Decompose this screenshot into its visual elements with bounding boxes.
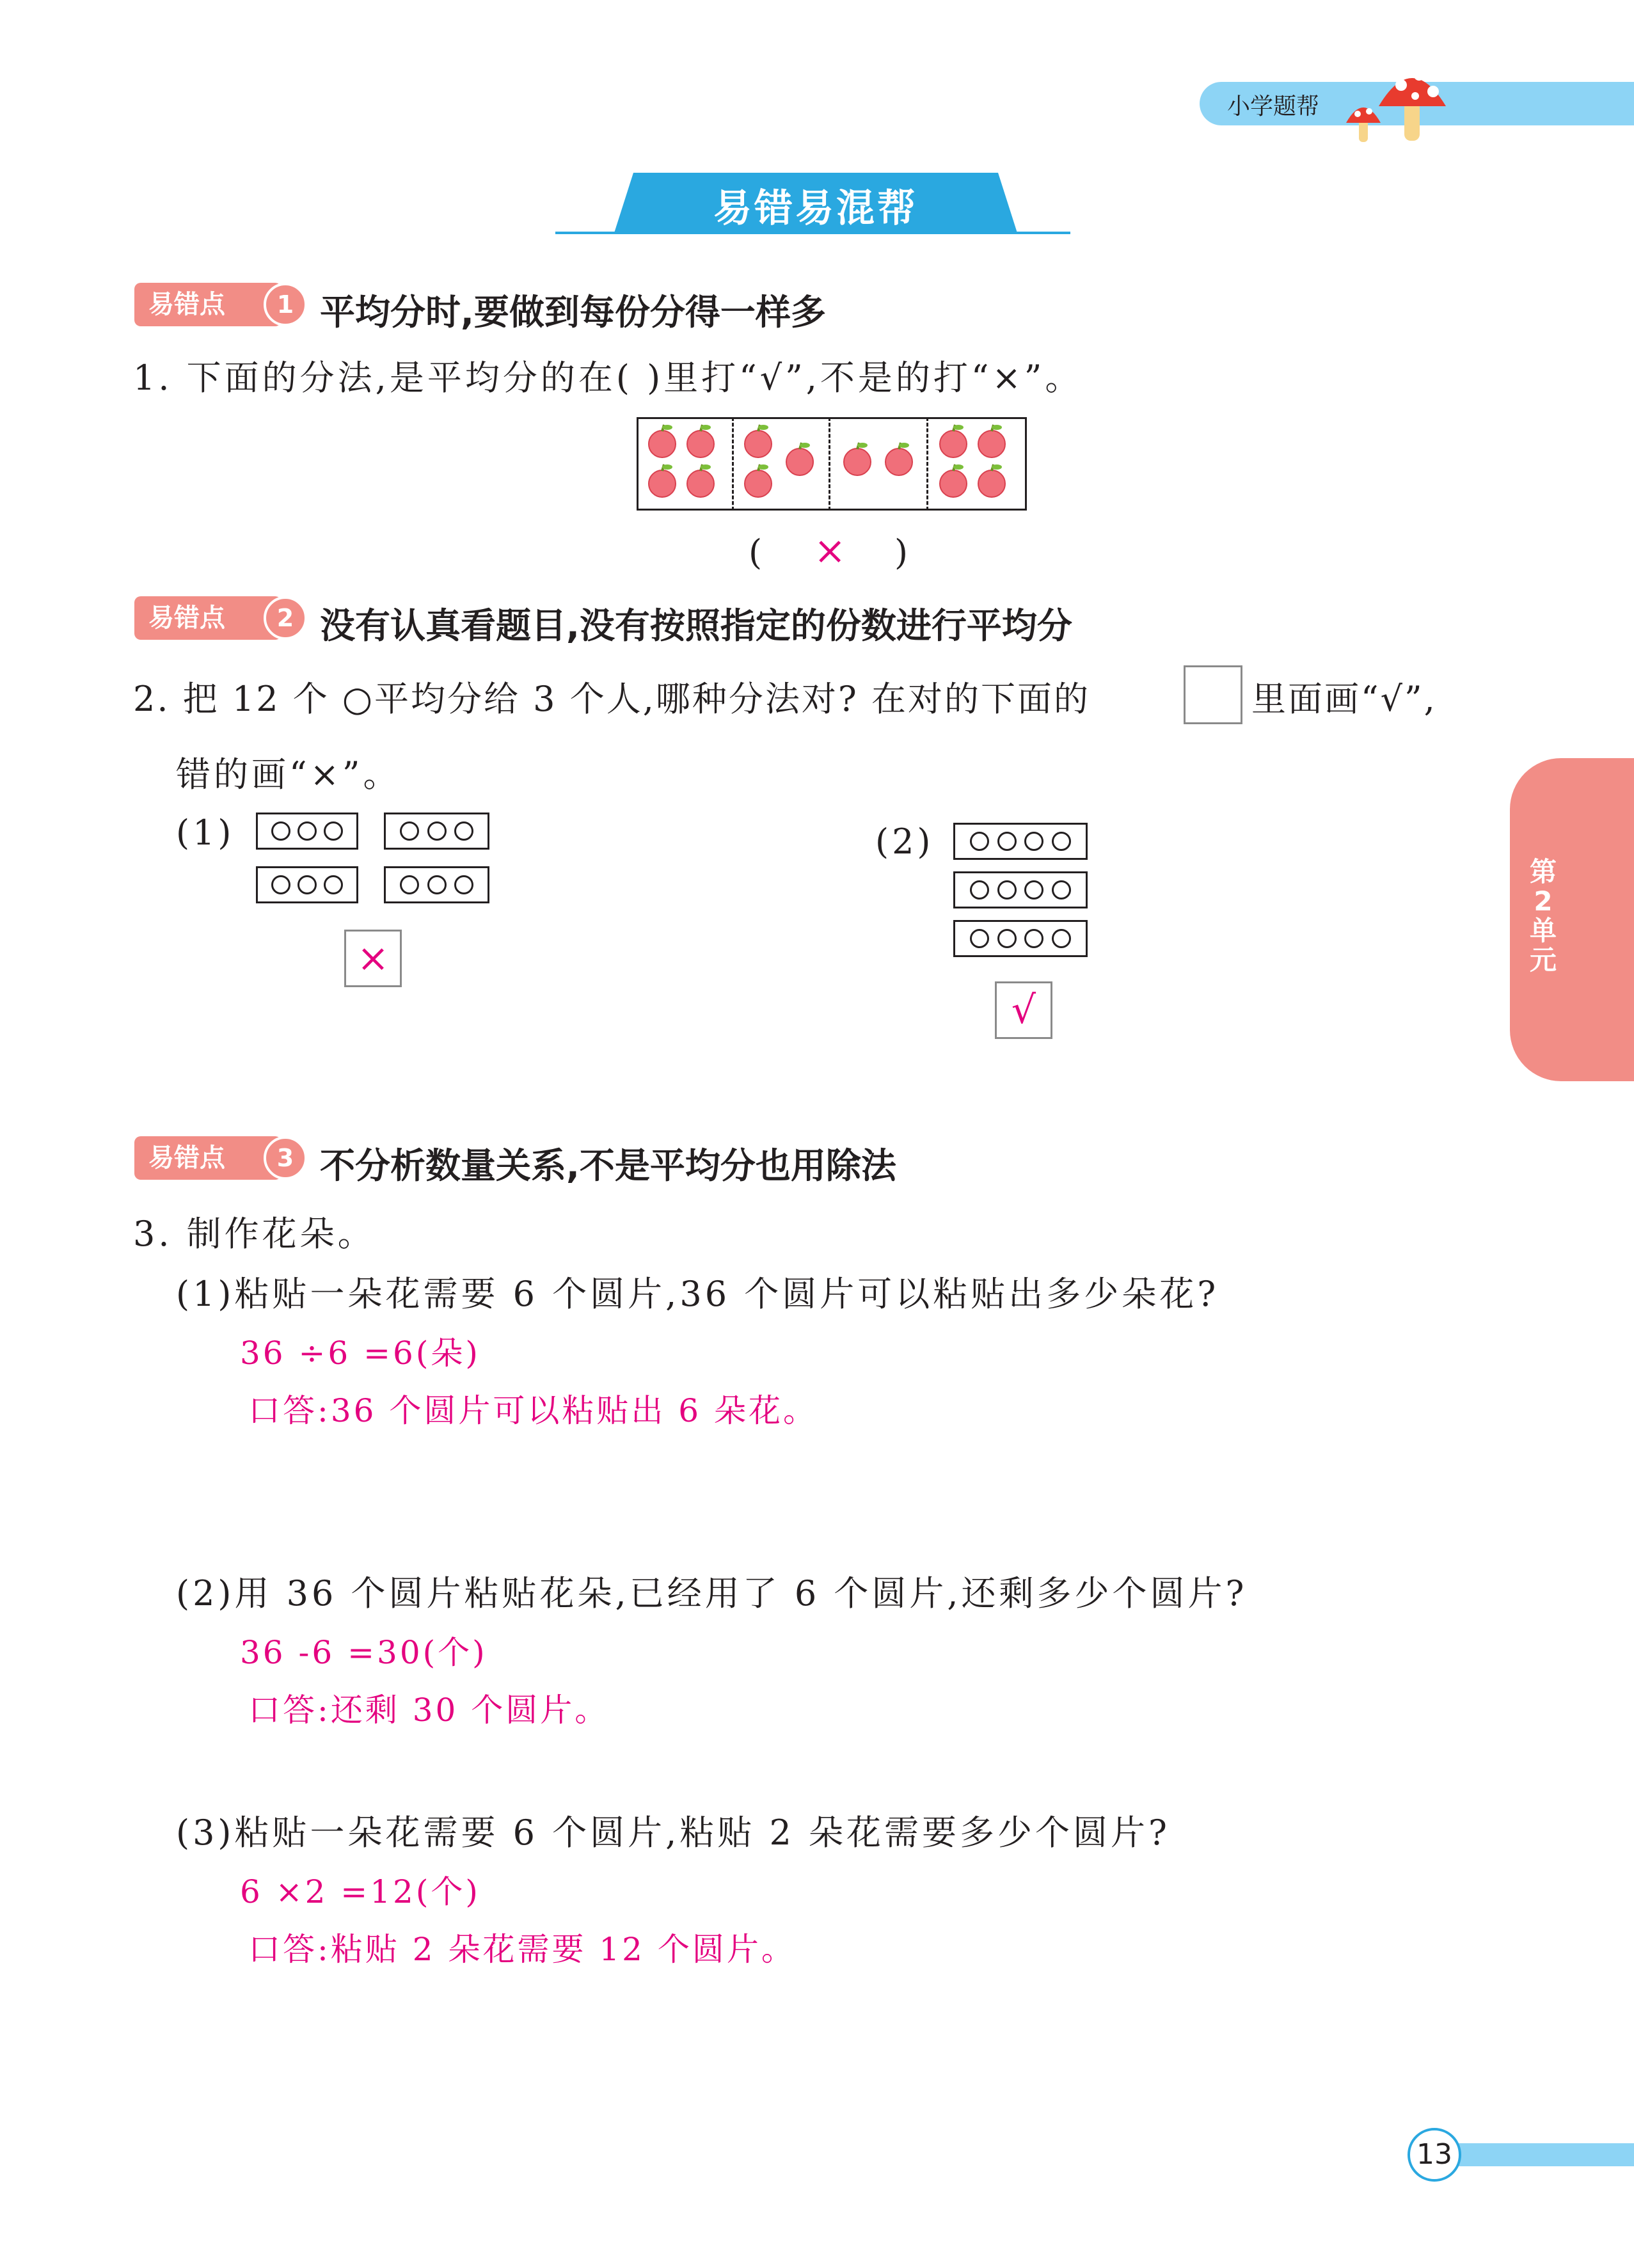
circle-icon bbox=[324, 821, 343, 841]
apple-icon bbox=[649, 425, 676, 457]
mushroom-icon bbox=[1344, 56, 1459, 146]
answer-box: × bbox=[344, 930, 402, 987]
circle-icon bbox=[324, 875, 343, 894]
apple-icons bbox=[637, 417, 1027, 511]
answer-open-paren: ( bbox=[749, 532, 766, 573]
circle-group bbox=[256, 866, 358, 903]
circle-group bbox=[384, 866, 489, 903]
circle-group bbox=[256, 813, 358, 850]
question-3-text: 3. 制作花朵。 bbox=[133, 1214, 376, 1254]
circle-icon bbox=[1024, 832, 1043, 851]
tag-label: 易错点 bbox=[148, 1143, 225, 1173]
apple-icon bbox=[940, 464, 967, 497]
apple-icon bbox=[940, 425, 967, 457]
apple-icon bbox=[978, 464, 1005, 497]
apple-icon bbox=[786, 443, 813, 475]
apple-icon bbox=[885, 443, 912, 475]
answer-formula: 6 ×2 =12(个) bbox=[240, 1873, 480, 1910]
circle-icon bbox=[297, 821, 317, 841]
point-title: 不分析数量关系,不是平均分也用除法 bbox=[320, 1145, 896, 1186]
circle-group bbox=[953, 920, 1088, 957]
circle-icon bbox=[297, 875, 317, 894]
circle-icon bbox=[454, 875, 473, 894]
apple-icon bbox=[687, 425, 714, 457]
circle-icon bbox=[427, 875, 447, 894]
question-2-text: 2. 把 12 个 ○平均分给 3 个人,哪种分法对? 在对的下面的 bbox=[133, 679, 1090, 719]
question-2-text-line2: 错的画“×”。 bbox=[176, 754, 401, 795]
circle-icon bbox=[997, 880, 1017, 900]
circle-icon bbox=[970, 880, 989, 900]
unit-label: 第2单元 bbox=[1529, 856, 1557, 976]
sub-question: (2)用 36 个圆片粘贴花朵,已经用了 6 个圆片,还剩多少个圆片? bbox=[176, 1573, 1248, 1614]
circle-group bbox=[953, 823, 1088, 860]
point-title: 平均分时,要做到每份分得一样多 bbox=[320, 292, 826, 333]
point-title: 没有认真看题目,没有按照指定的份数进行平均分 bbox=[320, 605, 1072, 646]
circle-icon bbox=[271, 875, 290, 894]
apple-icon bbox=[844, 443, 871, 475]
sub-question: (1)粘贴一朵花需要 6 个圆片,36 个圆片可以粘贴出多少朵花? bbox=[176, 1274, 1219, 1314]
question-2-text-end: 里面画“√”, bbox=[1251, 679, 1437, 719]
circle-icon bbox=[400, 875, 419, 894]
circle-icon bbox=[400, 821, 419, 841]
circle-icon bbox=[997, 832, 1017, 851]
circle-icon bbox=[1024, 880, 1043, 900]
apple-icon bbox=[978, 425, 1005, 457]
answer-formula: 36 ÷6 =6(朵) bbox=[240, 1335, 480, 1372]
tag-number: 1 bbox=[276, 290, 294, 319]
apple-icon bbox=[745, 425, 772, 457]
circle-icon bbox=[1052, 832, 1071, 851]
answer-mark: × bbox=[814, 528, 846, 573]
answer-close-paren: ) bbox=[894, 532, 912, 573]
page-title: 易错易混帮 bbox=[713, 186, 918, 231]
tag-label: 易错点 bbox=[148, 290, 225, 319]
brand-name: 小学题帮 bbox=[1227, 93, 1320, 120]
circle-icon bbox=[427, 821, 447, 841]
tag-number: 2 bbox=[276, 604, 294, 632]
answer-sentence: 口答:还剩 30 个圆片。 bbox=[248, 1692, 610, 1729]
sub-question: (3)粘贴一朵花需要 6 个圆片,粘贴 2 朵花需要多少个圆片? bbox=[176, 1812, 1170, 1853]
circle-icon bbox=[1052, 880, 1071, 900]
option-label: (2) bbox=[875, 821, 934, 862]
circle-icon bbox=[1052, 929, 1071, 948]
circle-icon bbox=[454, 821, 473, 841]
circle-icon bbox=[1024, 929, 1043, 948]
question-1-text: 1. 下面的分法,是平均分的在( )里打“√”,不是的打“×”。 bbox=[133, 358, 1083, 398]
answer-sentence: 口答:粘贴 2 朵花需要 12 个圆片。 bbox=[248, 1931, 796, 1968]
option-label: (1) bbox=[176, 813, 235, 853]
tag-label: 易错点 bbox=[148, 603, 225, 633]
answer-box-sample bbox=[1184, 665, 1242, 724]
circle-group bbox=[384, 813, 489, 850]
apple-icon bbox=[687, 464, 714, 497]
tag-number: 3 bbox=[276, 1144, 294, 1172]
circle-icon bbox=[271, 821, 290, 841]
circle-group bbox=[953, 871, 1088, 908]
apple-icon bbox=[649, 464, 676, 497]
page-number: 13 bbox=[1408, 2128, 1461, 2182]
answer-box: √ bbox=[995, 981, 1052, 1039]
apple-icon bbox=[745, 464, 772, 497]
circle-icon bbox=[997, 929, 1017, 948]
answer-sentence: 口答:36 个圆片可以粘贴出 6 朵花。 bbox=[248, 1392, 818, 1429]
answer-formula: 36 -6 =30(个) bbox=[240, 1634, 488, 1671]
circle-icon bbox=[970, 832, 989, 851]
circle-icon bbox=[970, 929, 989, 948]
